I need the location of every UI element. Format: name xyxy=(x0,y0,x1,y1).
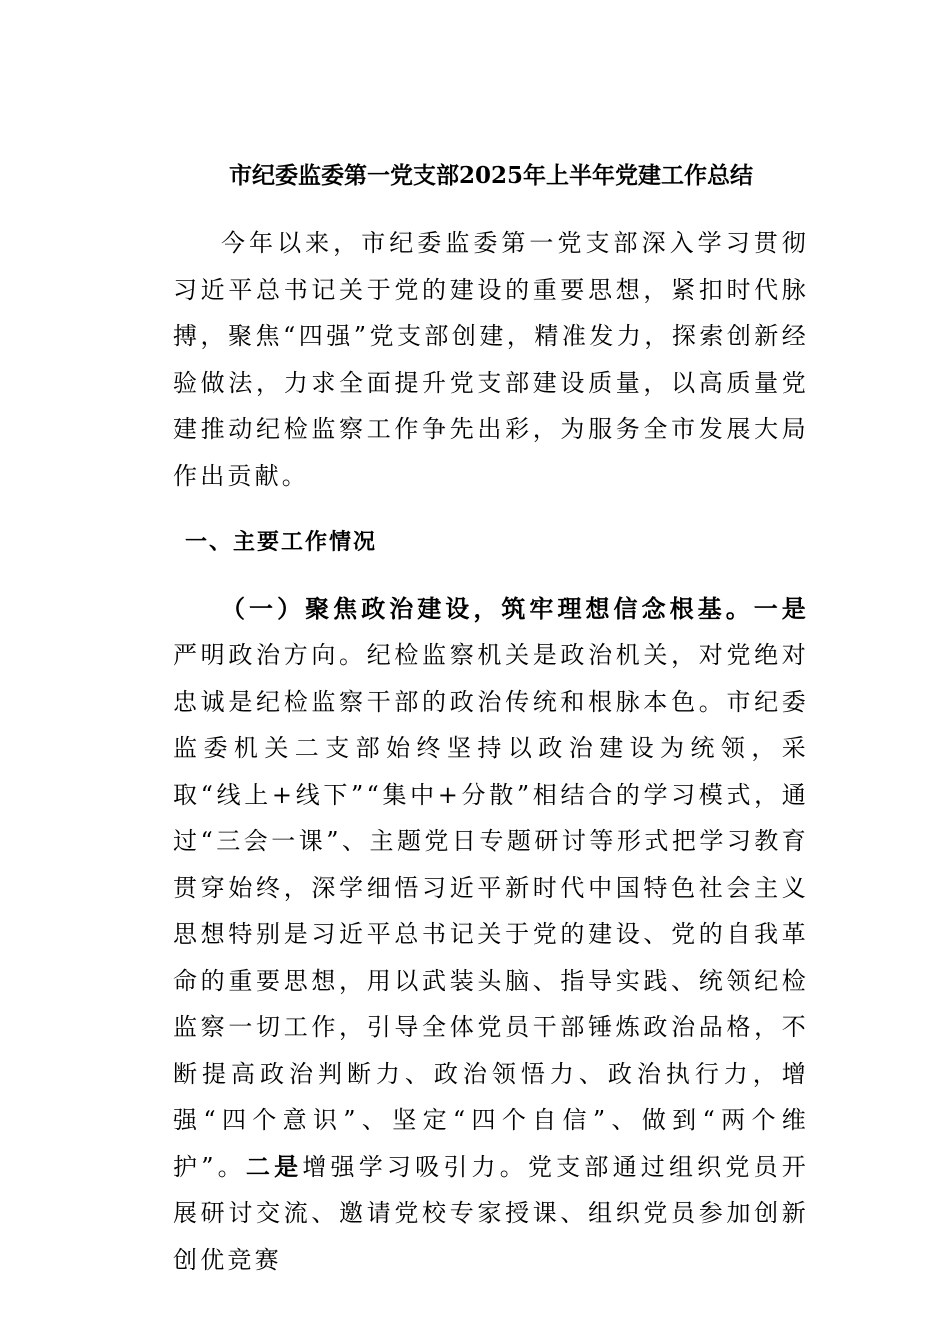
point-one-text: 严明政治方向。纪检监察机关是政治机关，对党绝对忠诚是纪检监察干部的政治传统和根脉本色。市纪委监委机关二支部始终坚持以政治建设为统领，采取“线上+线下”“集中+分散”相结合的学习模式，通过“三会一课”、主题党日专题研讨等形式把学习教育贯穿始终，深学细悟习近平新时代中国特色社会主义思想特别是习近平总书记关于党的建设、党的自我革命的重要思想，用以武装头脑、指导实践、统领纪检监察一切工作，引导全体党员干部锤炼政治品格，不断提高政治判断力、政治领悟力、政治执行力，增强“四个意识”、坚定“四个自信”、做到“两个维护”。 xyxy=(173,641,809,1181)
subsection-paragraph xyxy=(173,586,809,1284)
intro-paragraph: 今年以来，市纪委监委第一党支部深入学习贯彻习近平总书记关于党的建设的重要思想，紧扣时代脉搏，聚焦“四强”党支部创建，精准发力，探索创新经验做法，力求全面提升党支部建设质量，以高质量党建推动纪检监察工作争先出彩，为服务全市发展大局作出贡献。 xyxy=(173,229,809,490)
subsection-heading: （一）聚焦政治建设，筑牢理想信念根基。 xyxy=(221,593,754,623)
document-body xyxy=(173,156,809,1283)
point-one-label: 一是 xyxy=(753,593,809,623)
section-heading: 一、主要工作情况 xyxy=(185,529,378,555)
document-title: 市纪委监委第一党支部2025年上半年党建工作总结 xyxy=(228,162,753,189)
point-two-text: 增强学习吸引力。党支部通过组织党员开展研讨交流、邀请党校专家授课、组织党员参加创新创优竞赛 xyxy=(173,1152,809,1274)
point-two-label: 二是 xyxy=(245,1151,303,1181)
